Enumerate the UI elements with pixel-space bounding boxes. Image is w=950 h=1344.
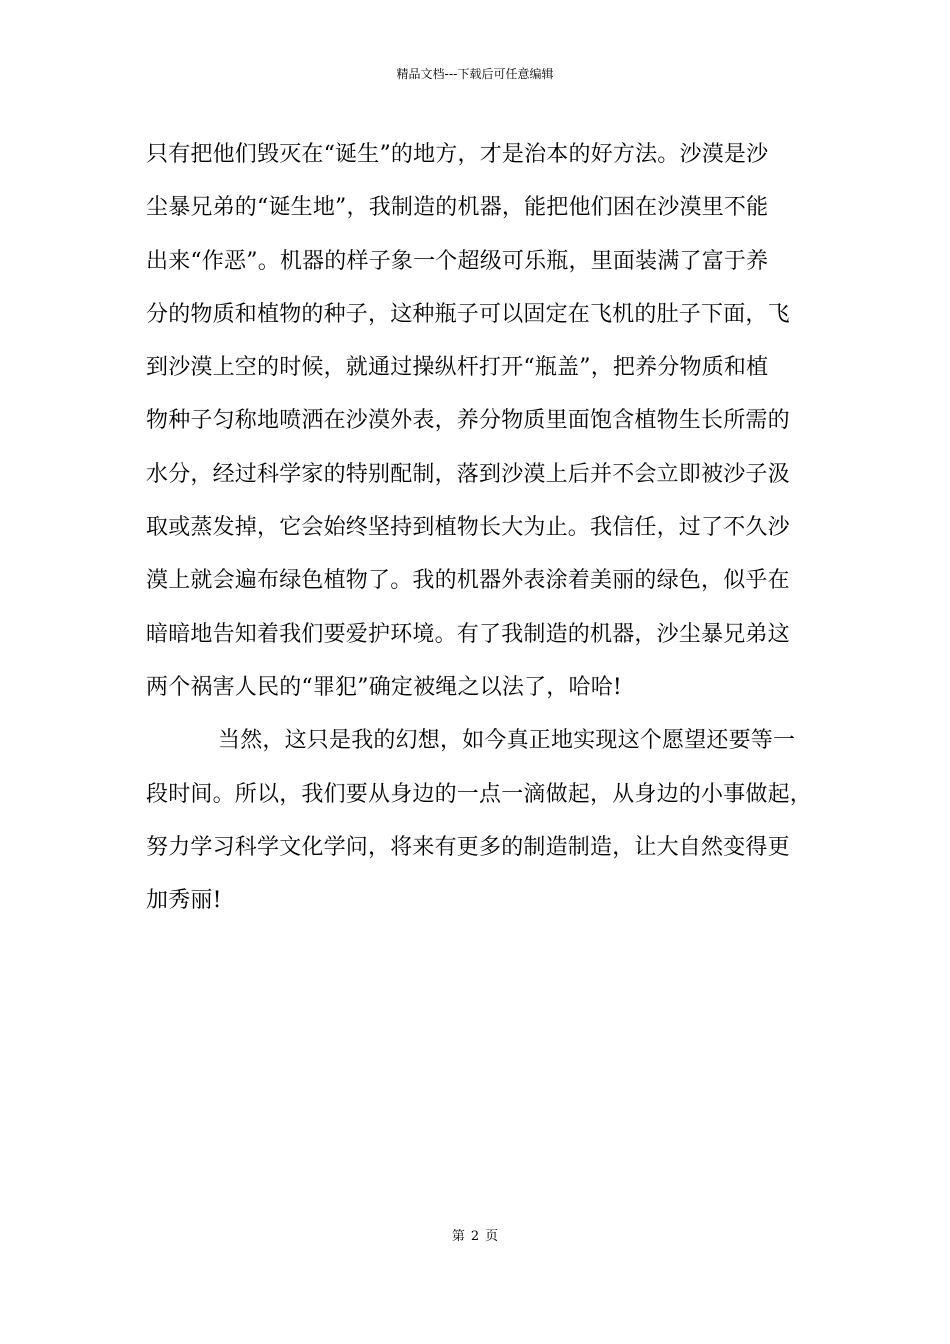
page-number-suffix: 页 [485, 1229, 499, 1244]
text-line: 尘暴兄弟的“诞生地”，我制造的机器，能把他们困在沙漠里不能 [146, 195, 769, 221]
text-line: 出来“作恶”。机器的样子象一个超级可乐瓶，里面装满了富于养 [146, 248, 769, 274]
text-line: 物种子匀称地喷洒在沙漠外表，养分物质里面饱含植物生长所需的 [146, 408, 790, 434]
text-line: 漠上就会遍布绿色植物了。我的机器外表涂着美丽的绿色，似乎在 [146, 568, 790, 594]
page-number-prefix: 第 [451, 1229, 465, 1244]
text-line: 暗暗地告知着我们要爱护环境。有了我制造的机器，沙尘暴兄弟这 [146, 621, 790, 647]
page-number: 2 [470, 1229, 480, 1244]
document-body [146, 128, 836, 927]
text-line: 到沙漠上空的时候，就通过操纵杆打开“瓶盖”，把养分物质和植 [146, 355, 769, 381]
text-line: 努力学习科学文化学问，将来有更多的制造制造，让大自然变得更 [146, 834, 790, 860]
page-header: 精品文档---下载后可任意编辑 [396, 67, 554, 81]
text-line: 加秀丽! [146, 888, 222, 914]
page-footer [0, 1228, 950, 1246]
text-line: 段时间。所以，我们要从身边的一点一滴做起，从身边的小事做起， [146, 781, 813, 807]
text-line: 两个祸害人民的“罪犯”确定被绳之以法了，哈哈! [146, 674, 622, 700]
text-line: 取或蒸发掉，它会始终坚持到植物长大为止。我信任，过了不久沙 [146, 515, 790, 541]
text-line: 分的物质和植物的种子，这种瓶子可以固定在飞机的肚子下面，飞 [146, 301, 790, 327]
paragraph-first-line: 当然，这只是我的幻想，如今真正地实现这个愿望还要等一 [218, 728, 796, 754]
text-line: 只有把他们毁灭在“诞生”的地方，才是治本的好方法。沙漠是沙 [146, 142, 769, 167]
text-line: 水分，经过科学家的特别配制，落到沙漠上后并不会立即被沙子汲 [146, 461, 790, 487]
